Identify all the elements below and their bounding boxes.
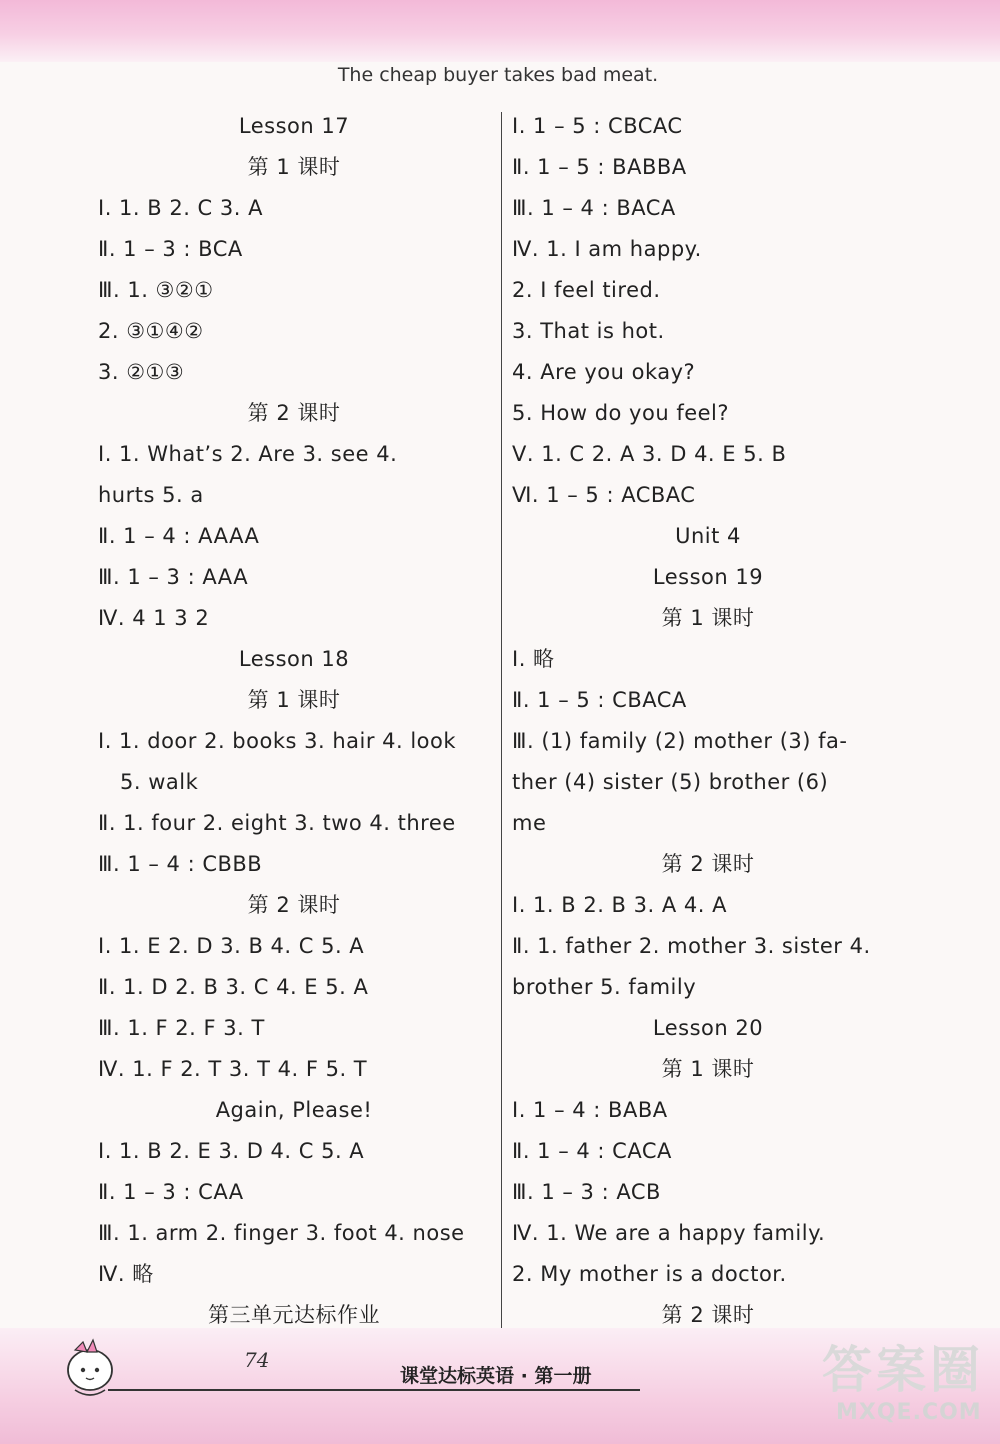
header-band: [0, 0, 1000, 62]
right-answer-line: Ⅱ. 1 – 5 : CBACA: [512, 688, 687, 712]
left-heading: 第三单元达标作业: [208, 1303, 380, 1327]
right-answer-line: Ⅱ. 1 – 4 : CACA: [512, 1139, 672, 1163]
left-answer-line: 3. ②①③: [98, 360, 185, 384]
left-answer-line: Ⅰ. 1. What’s 2. Are 3. see 4.: [98, 442, 398, 466]
right-answer-line: brother 5. family: [512, 975, 697, 999]
right-heading: 第 1 课时: [661, 606, 755, 630]
left-answer-line: Ⅱ. 1. D 2. B 3. C 4. E 5. A: [98, 975, 369, 999]
right-heading: 第 2 课时: [661, 1303, 755, 1327]
right-answer-line: me: [512, 811, 547, 835]
right-answer-line: Ⅳ. 1. I am happy.: [512, 237, 702, 261]
left-answer-line: Ⅲ. 1 – 3 : AAA: [98, 565, 249, 589]
left-answer-line: Ⅲ. 1 – 4 : CBBB: [98, 852, 263, 876]
left-heading: Lesson 18: [238, 647, 350, 671]
page-number: 74: [244, 1348, 270, 1372]
left-heading: Again, Please!: [215, 1098, 373, 1122]
left-answer-line: Ⅳ. 4 1 3 2: [98, 606, 210, 630]
left-heading: 第 2 课时: [247, 893, 341, 917]
right-answer-line: Ⅰ. 略: [512, 647, 555, 671]
right-answer-line: Ⅴ. 1. C 2. A 3. D 4. E 5. B: [512, 442, 787, 466]
right-answer-line: Ⅱ. 1. father 2. mother 3. sister 4.: [512, 934, 871, 958]
right-answer-line: Ⅰ. 1 – 5 : CBCAC: [512, 114, 683, 138]
watermark-url: MXQE.COM: [836, 1400, 982, 1425]
right-heading: Lesson 19: [652, 565, 764, 589]
left-answer-line: Ⅳ. 略: [98, 1262, 154, 1286]
left-heading: 第 1 课时: [247, 688, 341, 712]
right-heading: 第 1 课时: [661, 1057, 755, 1081]
left-answer-line: Ⅲ. 1. ③②①: [98, 278, 214, 302]
left-answer-line: Ⅱ. 1 – 3 : CAA: [98, 1180, 244, 1204]
left-answer-line: Ⅰ. 1. E 2. D 3. B 4. C 5. A: [98, 934, 365, 958]
left-answer-line: Ⅰ. 1. door 2. books 3. hair 4. look: [98, 729, 457, 753]
right-answer-column: [512, 106, 904, 1336]
left-answer-line: Ⅱ. 1 – 4 : AAAA: [98, 524, 260, 548]
right-answer-line: Ⅰ. 1. B 2. B 3. A 4. A: [512, 893, 727, 917]
left-answer-line: Ⅳ. 1. F 2. T 3. T 4. F 5. T: [98, 1057, 368, 1081]
left-heading: 第 2 课时: [247, 401, 341, 425]
right-answer-line: 2. I feel tired.: [512, 278, 661, 302]
left-answer-line: Ⅰ. 1. B 2. C 3. A: [98, 196, 263, 220]
right-answer-line: Ⅲ. 1 – 4 : BACA: [512, 196, 676, 220]
right-answer-line: Ⅰ. 1 – 4 : BABA: [512, 1098, 668, 1122]
left-answer-line: Ⅲ. 1. F 2. F 3. T: [98, 1016, 265, 1040]
left-heading: 第 1 课时: [247, 155, 341, 179]
left-answer-line: 5. walk: [120, 770, 199, 794]
right-heading: 第 2 课时: [661, 852, 755, 876]
right-answer-line: 5. How do you feel?: [512, 401, 730, 425]
book-title: 课堂达标英语 · 第一册: [400, 1365, 592, 1387]
right-answer-line: Ⅳ. 1. We are a happy family.: [512, 1221, 826, 1245]
right-answer-line: ther (4) sister (5) brother (6): [512, 770, 829, 794]
left-answer-line: Ⅱ. 1. four 2. eight 3. two 4. three: [98, 811, 456, 835]
right-heading: Unit 4: [675, 524, 741, 548]
right-answer-line: Ⅲ. 1 – 3 : ACB: [512, 1180, 661, 1204]
column-divider: [501, 112, 502, 1334]
right-answer-line: 2. My mother is a doctor.: [512, 1262, 787, 1286]
left-answer-line: 2. ③①④②: [98, 319, 204, 343]
header-proverb: The cheap buyer takes bad meat.: [337, 64, 659, 86]
left-answer-line: Ⅲ. 1. arm 2. finger 3. foot 4. nose: [98, 1221, 465, 1245]
left-answer-line: Ⅰ. 1. B 2. E 3. D 4. C 5. A: [98, 1139, 365, 1163]
left-answer-line: Ⅱ. 1 – 3 : BCA: [98, 237, 243, 261]
right-answer-line: 4. Are you okay?: [512, 360, 696, 384]
left-heading: Lesson 17: [238, 114, 350, 138]
watermark-logo: 答案圈: [822, 1341, 984, 1399]
right-answer-line: Ⅲ. (1) family (2) mother (3) fa-: [512, 729, 848, 753]
left-answer-line: hurts 5. a: [98, 483, 204, 507]
right-answer-line: Ⅱ. 1 – 5 : BABBA: [512, 155, 687, 179]
right-answer-line: Ⅵ. 1 – 5 : ACBAC: [512, 483, 696, 507]
footer-rule: [108, 1389, 640, 1391]
left-answer-column: [98, 106, 490, 1336]
right-heading: Lesson 20: [652, 1016, 764, 1040]
right-answer-line: 3. That is hot.: [512, 319, 665, 343]
